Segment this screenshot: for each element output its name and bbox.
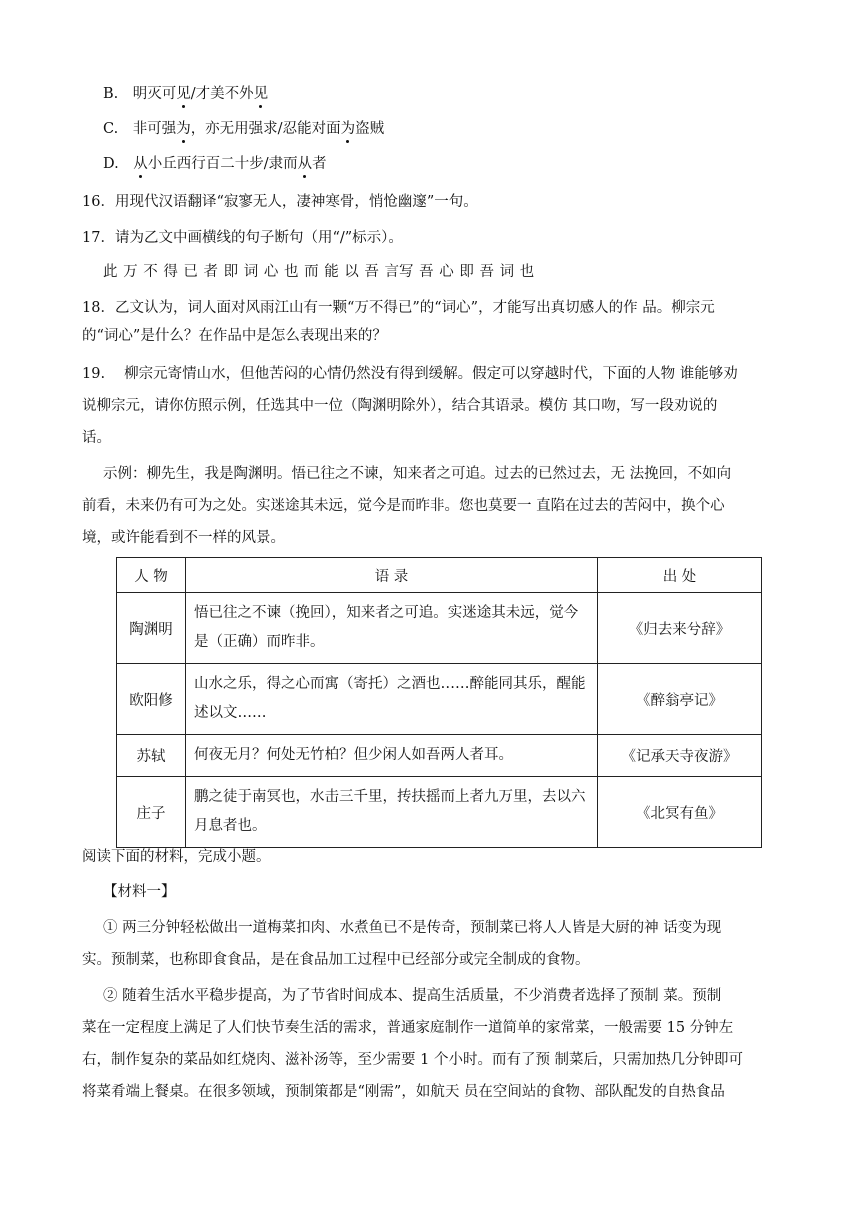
cell-quote: 何夜无月？何处无竹柏？但少闲人如吾两人者耳。 — [186, 735, 598, 777]
table-header-row — [117, 558, 762, 593]
para2-line-3: 右，制作复杂的菜品如红烧肉、滋补汤等，至少需要 1 个小时。而有了预 制菜后，只需加热几分钟即可 — [82, 1052, 744, 1068]
cell-person: 欧阳修 — [117, 664, 186, 735]
para1-line-1: ① 两三分钟轻松做出一道梅菜扣肉、水煮鱼已不是传奇，预制菜已将人人皆是大厨的神 话变为现 — [103, 920, 722, 936]
material-title: 【材料一】 — [103, 884, 176, 900]
cell-source: 《北冥有鱼》 — [598, 777, 762, 848]
para1-line-2: 实。预制菜，也称即食食品，是在食品加工过程中已经部分或完全制成的食物。 — [82, 952, 590, 968]
cell-person: 苏轼 — [117, 735, 186, 777]
example-line-2: 前看，未来仍有可为之处。实迷途其未远，觉今是而昨非。您也莫要一 直陷在过去的苦闷中，换个心 — [82, 498, 725, 514]
question-17: 17．请为乙文中画横线的句子断句（用“/”标示）。 — [82, 230, 403, 246]
option-c: C. 非可强为，亦无用强求/忍能对面为盗贼 — [103, 121, 385, 137]
question-19-line-3: 话。 — [82, 430, 111, 446]
cell-source: 《醉翁亭记》 — [598, 664, 762, 735]
option-b: B. 明灭可见/才美不外见 — [103, 86, 269, 102]
cell-quote: 悟已往之不谏（挽回），知来者之可追。实迷途其未远，觉今是（正确）而昨非。 — [186, 593, 598, 664]
cell-quote: 山水之乐，得之心而寓（寄托）之酒也……醉能同其乐，醒能述以文…… — [186, 664, 598, 735]
example-line-3: 境，或许能看到不一样的风景。 — [82, 530, 285, 546]
question-17-sentence: 此 万 不 得 已 者 即 词 心 也 而 能 以 吾 言写 吾 心 即 吾 词 也 — [103, 264, 535, 280]
dotted-char: 从 — [297, 156, 313, 172]
question-18-line-2: 的“词心”是什么？在作品中是怎么表现出来的？ — [82, 328, 387, 344]
option-d: D. 从小丘西行百二十步/隶而从者 — [103, 156, 327, 172]
question-19-line-1: 19. 柳宗元寄情山水，但他苦闷的心情仍然没有得到缓解。假定可以穿越时代，下面的人物 谁能够劝 — [82, 366, 738, 382]
table-row — [117, 735, 762, 777]
reading-intro: 阅读下面的材料，完成小题。 — [82, 849, 271, 865]
table-row — [117, 664, 762, 735]
question-19-line-2: 说柳宗元，请你仿照示例，任选其中一位（陶渊明除外），结合其语录。模仿 其口吻，写一段劝说的 — [82, 398, 718, 414]
question-16: 16．用现代汉语翻译“寂寥无人，凄神寒骨，悄怆幽邃”一句。 — [82, 194, 478, 210]
cell-source: 《记承天寺夜游》 — [598, 735, 762, 777]
dotted-char: 见 — [253, 86, 269, 102]
question-18-line-1: 18．乙文认为，词人面对风雨江山有一颗“万不得已”的“词心”，才能写出真切感人的作 品。柳宗元 — [82, 300, 715, 316]
para2-line-2: 菜在一定程度上满足了人们快节奏生活的需求，普通家庭制作一道简单的家常菜，一般需要 15 分钟左 — [82, 1020, 734, 1036]
header-quote: 语 录 — [186, 558, 598, 593]
cell-source: 《归去来兮辞》 — [598, 593, 762, 664]
table-row — [117, 777, 762, 848]
dotted-char: 见 — [176, 86, 191, 102]
cell-person: 庄子 — [117, 777, 186, 848]
header-person: 人 物 — [117, 558, 186, 593]
table-row — [117, 593, 762, 664]
cell-person: 陶渊明 — [117, 593, 186, 664]
quotes-table — [116, 557, 762, 848]
header-source: 出 处 — [598, 558, 762, 593]
dotted-char: 从 — [133, 156, 148, 172]
cell-quote: 鹏之徒于南冥也，水击三千里，抟扶摇而上者九万里，去以六月息者也。 — [186, 777, 598, 848]
dotted-char: 为 — [340, 121, 356, 137]
para2-line-1: ② 随着生活水平稳步提高，为了节省时间成本、提高生活质量，不少消费者选择了预制 菜。预制 — [103, 988, 722, 1004]
example-line-1: 示例：柳先生，我是陶渊明。悟已往之不谏，知来者之可追。过去的已然过去，无 法挽回，不如向 — [103, 466, 732, 482]
para2-line-4: 将菜肴端上餐桌。在很多领域，预制策都是“刚需”，如航天 员在空间站的食物、部队配发的自热食品 — [82, 1084, 725, 1100]
dotted-char: 为 — [176, 121, 191, 137]
